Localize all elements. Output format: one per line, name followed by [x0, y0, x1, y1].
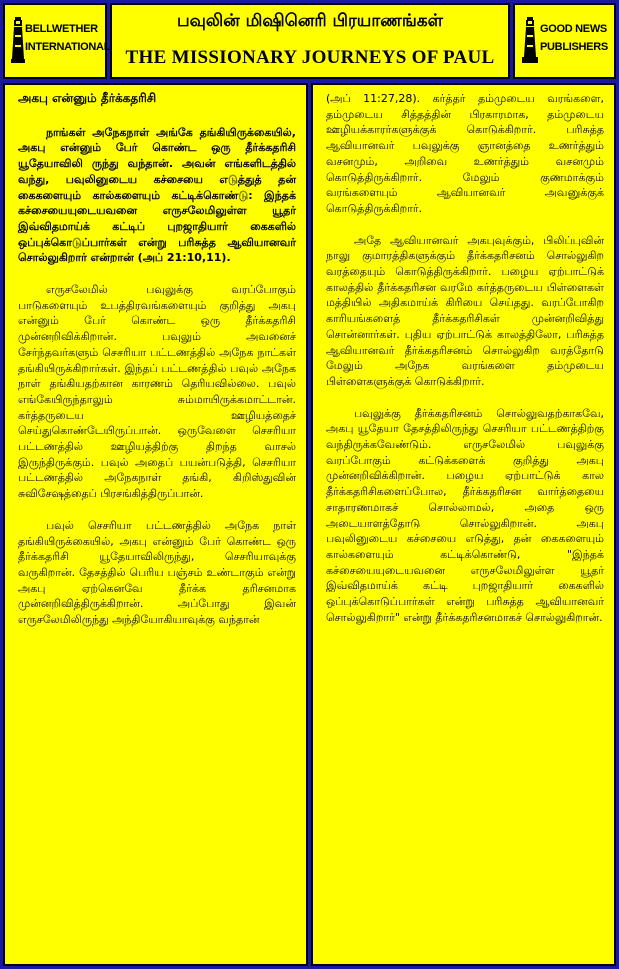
page-title-tamil: பவுலின் மிஷினெரி பிரயாணங்கள் — [177, 11, 443, 31]
logo-left-line2: INTERNATIONAL — [25, 41, 111, 53]
left-paragraph-1: எருசலேமில் பவுலுக்கு வரப்போகும் பாடுகளையும் உபத்திரவங்களையும் குறித்து அகபு என்னும் பேர் கொண்ட ஒரு தீர்க்கதரிசி முன்னறிவிக்கிறான். பவுலும் அவனைச் சேர்ந்தவர்களும் செசரியா பட்டணத்தில் அநேக நாட்கள் தங்கியிருக்கிறார்கள். இந்தப் பட்டணத்தில் பவுல் அநேக நாள் தங்கியதற்கான காரணம் தெரியவில்லை. பவுல் எங்கேயிருந்தாலும் சும்மாயிருக்கமாட்டான். கர்த்தருடைய ஊழியத்தைச் செய்துகொண்டேயிருப்பான். ஒருவேளை செசரியா பட்டணத்தில் ஊழியத்திற்கு திறந்த வாசல் இருந்திருக்கும். பவுல் அதைப் பயன்படுத்தி, செசரியா பட்டணத்தில் அநேகநாள் தங்கி, கிறிஸ்துவின் சுவிசேஷத்தைப் பிரசங்கித்திருப்பான். — [18, 283, 296, 501]
right-paragraph-1: (அப் 11:27,28). கர்த்தர் தம்முடைய வரங்களை, தம்முடைய சித்தத்தின் பிரகாரமாக, தம்முடைய ஊழியக்காரர்களுக்குக் கொடுக்கிறார். பரிசுத்த ஆவியானவர் பவுலுக்கு ஞானத்தை உணர்த்தும் வசனமும், அறிவை உணர்த்தும் வசனமும் கொடுத்திருக்கிறார். மேலும் குணமாக்கும் வரங்களையும் ஆவியானவர் அவனுக்குக் கொடுத்திருக்கிறார். — [326, 92, 604, 215]
logo-right-line1: GOOD NEWS — [540, 23, 607, 35]
right-column — [311, 83, 616, 966]
good-news-logo — [513, 3, 616, 79]
title-box — [110, 3, 510, 79]
page-title-english: THE MISSIONARY JOURNEYS OF PAUL — [125, 47, 495, 68]
right-paragraph-2: அதே ஆவியானவர் அகபுவுக்கும், பிலிப்புவின் நாலு குமாரத்திகளுக்கும் தீர்க்கதரிசனம் சொல்லுகிற வரத்தையும் கொடுத்திருக்கிறார். பழைய ஏற்பாட்டுக் காலத்தில் தீர்க்கதரிசன வரமே கர்த்தருடைய பிள்ளைகள் மத்தியில் அதிகமாய்க் கிரியை செய்தது. வரப்போகிற காரியங்களைத் தீர்க்கதரிசிகள் முன்னறிவித்து சொன்னார்கள். புதிய ஏற்பாட்டுக் காலத்திலோ, பரிசுத்த ஆவியானவர் தீர்க்கதரிசனம் சொல்லுகிற வரத்தோடு மேலும் அநேக வரங்களை தம்முடைய பிள்ளைகளுக்குக் கொடுக்கிறார். — [326, 233, 604, 388]
section-heading: அகபு என்னும் தீர்க்கதரிசி — [18, 91, 157, 105]
left-paragraph-2: பவுல் செசரியா பட்டணத்தில் அநேக நாள் தங்கியிருக்கையில், அகபு என்னும் பேர் கொண்ட ஒரு தீர்க்கதரிசி யூதேயாவிலிருந்து, செசரியாவுக்கு வருகிறான். தேசத்தில் பெரிய பஞ்சம் உண்டாகும் என்று அகபு ஏற்கெனவே தீர்க்க தரிசனமாக முன்னறிவித்திருக்கிறான். அப்போது இவன் எருசலேமிலிருந்து அந்தியோகியாவுக்கு வந்தான் — [18, 518, 296, 627]
logo-left-line1: BELLWETHER — [25, 23, 98, 35]
right-paragraph-3: பவுலுக்கு தீர்க்கதரிசனம் சொல்லுவதற்காகவே, அகபு யூதேயா தேசத்திலிருந்து செசரியா பட்டணத்திற்கு வந்திருக்கவேண்டும். எருசலேமில் பவுலுக்கு வரப்போகும் கட்டுக்களைக் குறித்து அகபு முன்னறிவிக்கிறான். பழைய ஏற்பாட்டுக் கால தீர்க்கதரிசிகளைப்போல, தீர்க்கதரிசன வார்த்தையை சாதாரணமாகச் சொல்லாமல், அதை ஒரு அடையாளத்தோடு சொல்லுகிறான். அகபு பவுலினுடைய கச்சையை எடுத்து, தன் கைகளையும் கால்களையும் கட்டிக்கொண்டு, "இந்தக் கச்சையையுடையவனை எருசலேமிலுள்ள யூதர் இவ்விதமாய்க் கட்டி புறஜாதியார் கைகளில் ஒப்புக்கொடுப்பார்கள் என்று பரிசுத்த ஆவியானவர் சொல்லுகிறார்" என்று தீர்க்கதரிசனமாகச் சொல்லுகிறான். — [326, 406, 604, 624]
logo-right-line2: PUBLISHERS — [540, 41, 608, 53]
bellwether-logo — [3, 3, 111, 79]
left-column — [3, 83, 308, 966]
lighthouse-icon — [11, 17, 25, 63]
scripture-quote: நாங்கள் அநேகநாள் அங்கே தங்கியிருக்கையில், அகபு என்னும் பேர் கொண்ட ஒரு தீர்க்கதரிசி யூதேயாவிலி ருந்து வந்தான். அவன் எங்களிடத்தில் வந்து, பவுலினுடைய கச்சையை எடுத்துத் தன் கைகளையும் கால்களையும் கட்டிக்கொண்டு: இந்தக் கச்சையையுடையவனை எருசலேமிலுள்ள யூதர் இவ்விதமாய்க் கட்டிப் புறஜாதியார் கைகளில் ஒப்புக்கொடுப்பார்கள் என்று பரிசுத்த ஆவியானவர் சொல்லுகிறார் என்றான் (அப் 21:10,11). — [18, 125, 296, 265]
lighthouse-icon — [522, 17, 538, 63]
